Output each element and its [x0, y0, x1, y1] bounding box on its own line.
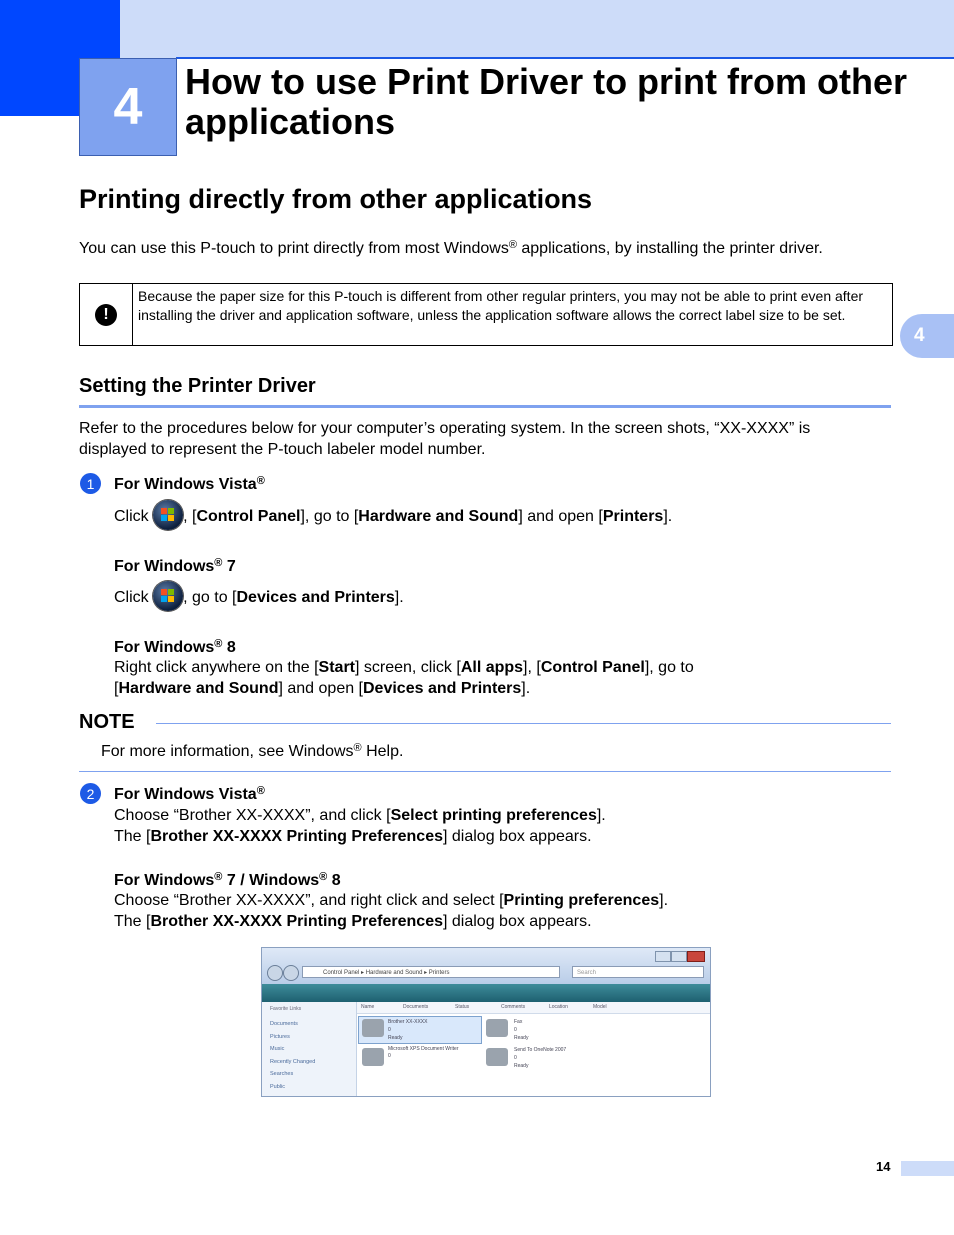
window-controls: [655, 951, 705, 961]
toolbar: [262, 984, 710, 1002]
step2-vista-lines: Choose “Brother XX-XXXX”, and click [Select printing preferences]. The [Brother XX-XXXX Printing Preferences] dialog box appears.: [114, 807, 606, 845]
step1-win8-line: Right click anywhere on the [Start] screen, click [All apps], [Control Panel], go to [Hardware and Sound] and open [Devices and Printers].: [114, 659, 694, 697]
step1-vista-heading: For Windows Vista®: [114, 475, 265, 493]
address-bar[interactable]: Control Panel ▸ Hardware and Sound ▸ Printers: [302, 966, 560, 978]
printer-label: Send To OneNote 2007 0 Ready: [514, 1047, 567, 1069]
intro-paragraph: You can use this P-touch to print directly from most Windows® applications, by installing the printer driver.: [79, 239, 823, 257]
nav-link[interactable]: Pictures: [270, 1033, 290, 1040]
page-number: 14: [876, 1159, 891, 1174]
step2-vista-heading: For Windows Vista®: [114, 785, 265, 803]
back-icon: [267, 965, 283, 981]
windows-start-icon: [153, 500, 183, 530]
printer-label: Microsoft XPS Document Writer 0: [388, 1046, 459, 1059]
chapter-title: How to use Print Driver to print from other applications: [185, 61, 908, 142]
step-1-badge: 1: [80, 473, 101, 494]
column-headers: Name Documents Status Comments Location Model: [357, 1002, 710, 1014]
nav-link[interactable]: Music: [270, 1046, 285, 1052]
note-rule: [156, 723, 891, 724]
nav-link[interactable]: Public: [270, 1083, 285, 1090]
minimize-icon[interactable]: [655, 951, 671, 962]
step1-win7-line: Click , go to [Devices and Printers].: [114, 583, 404, 613]
step1-vista-line: Click , [Control Panel], go to [Hardware and Sound] and open [Printers].: [114, 502, 672, 532]
fax-icon: [486, 1019, 508, 1037]
printer-icon: [486, 1048, 508, 1066]
subsection-title: Setting the Printer Driver: [79, 375, 316, 397]
important-text: Because the paper size for this P-touch is different from other regular printers, you may not be able to print even after installing the driver and application software, unless the application software allows the correct label size to be set.: [138, 288, 864, 323]
nav-link[interactable]: Documents: [270, 1021, 298, 1027]
subsection-rule: [79, 405, 891, 408]
navigation-pane: Favorite Links Documents Pictures Music Recently Changed Searches Public: [262, 1002, 357, 1096]
section-title: Printing directly from other applications: [79, 184, 593, 214]
step-2-badge: 2: [80, 783, 101, 804]
printer-label: Fax 0 Ready: [514, 1019, 529, 1041]
chapter-number: 4: [113, 78, 143, 136]
printer-icon: [362, 1048, 384, 1066]
search-input[interactable]: Search: [572, 966, 704, 978]
close-icon[interactable]: [687, 951, 705, 962]
important-icon-cell: [80, 284, 133, 345]
nav-links: [270, 1018, 315, 1093]
printer-icon: [362, 1019, 384, 1037]
printer-label: Brother XX-XXXX 0 Ready: [388, 1019, 428, 1041]
forward-icon: [283, 965, 299, 981]
step1-win8-heading: For Windows® 8: [114, 638, 236, 656]
chapter-side-tab[interactable]: 4: [900, 314, 954, 358]
step1-win7-heading: For Windows® 7: [114, 557, 236, 575]
nav-link[interactable]: Searches: [270, 1071, 294, 1077]
exclamation-icon: !: [95, 304, 117, 326]
header-band: [0, 0, 954, 58]
maximize-icon[interactable]: [671, 951, 687, 962]
chapter-number-box: [79, 58, 177, 156]
note-heading: NOTE: [79, 711, 135, 733]
footer-band: [901, 1161, 954, 1176]
note-bottom-rule: [79, 771, 891, 772]
step2-win78-heading: For Windows® 7 / Windows® 8: [114, 871, 341, 889]
note-text: For more information, see Windows® Help.: [101, 742, 404, 760]
nav-link[interactable]: Recently Changed: [270, 1058, 316, 1065]
step2-win78-lines: Choose “Brother XX-XXXX”, and right click and select [Printing preferences]. The [Brother XX-XXXX Printing Preferences] dialog box appears.: [114, 892, 669, 930]
windows-start-icon: [153, 581, 183, 611]
header-rule: [176, 57, 954, 59]
refer-paragraph: Refer to the procedures below for your computer’s operating system. In the screen shots, “XX-XXXX” is displayed to represent the P-touch labeler model number.: [79, 420, 811, 458]
important-box: [79, 283, 893, 346]
printers-window-screenshot: [261, 947, 711, 1097]
